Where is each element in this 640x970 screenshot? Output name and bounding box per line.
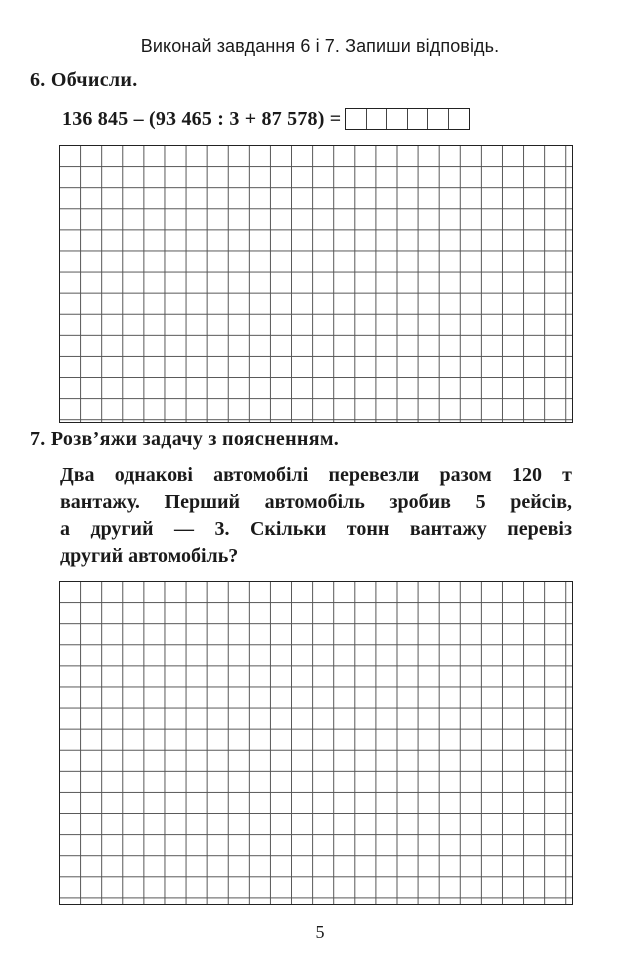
problem-line-1: Два однакові автомобілі перевезли разом 120 т <box>60 464 572 486</box>
answer-cell[interactable] <box>449 109 470 129</box>
answer-cell[interactable] <box>428 109 449 129</box>
page-number: 5 <box>315 922 325 942</box>
instruction: Виконай завдання 6 і 7. Запиши відповідь. <box>140 36 500 56</box>
answer-boxes[interactable] <box>345 108 470 130</box>
task7-title: 7. Розв’яжи задачу з поясненням. <box>30 428 340 450</box>
task6-title: 6. Обчисли. <box>30 69 138 91</box>
task7-work-grid[interactable] <box>59 581 573 905</box>
answer-cell[interactable] <box>367 109 388 129</box>
answer-cell[interactable] <box>408 109 429 129</box>
answer-cell[interactable] <box>387 109 408 129</box>
answer-cell[interactable] <box>346 109 367 129</box>
task6-work-grid[interactable] <box>59 145 573 423</box>
task6-expression: 136 845 – (93 465 : 3 + 87 578) = <box>62 107 342 130</box>
task7-problem-text <box>60 462 572 570</box>
task6-expression-row <box>62 106 470 132</box>
problem-line-3: а другий — 3. Скільки тонн вантажу перевіз <box>60 518 572 540</box>
problem-line-4: другий автомобіль? <box>60 545 239 567</box>
problem-line-2: вантажу. Перший автомобіль зробив 5 рейсів, <box>60 491 572 513</box>
